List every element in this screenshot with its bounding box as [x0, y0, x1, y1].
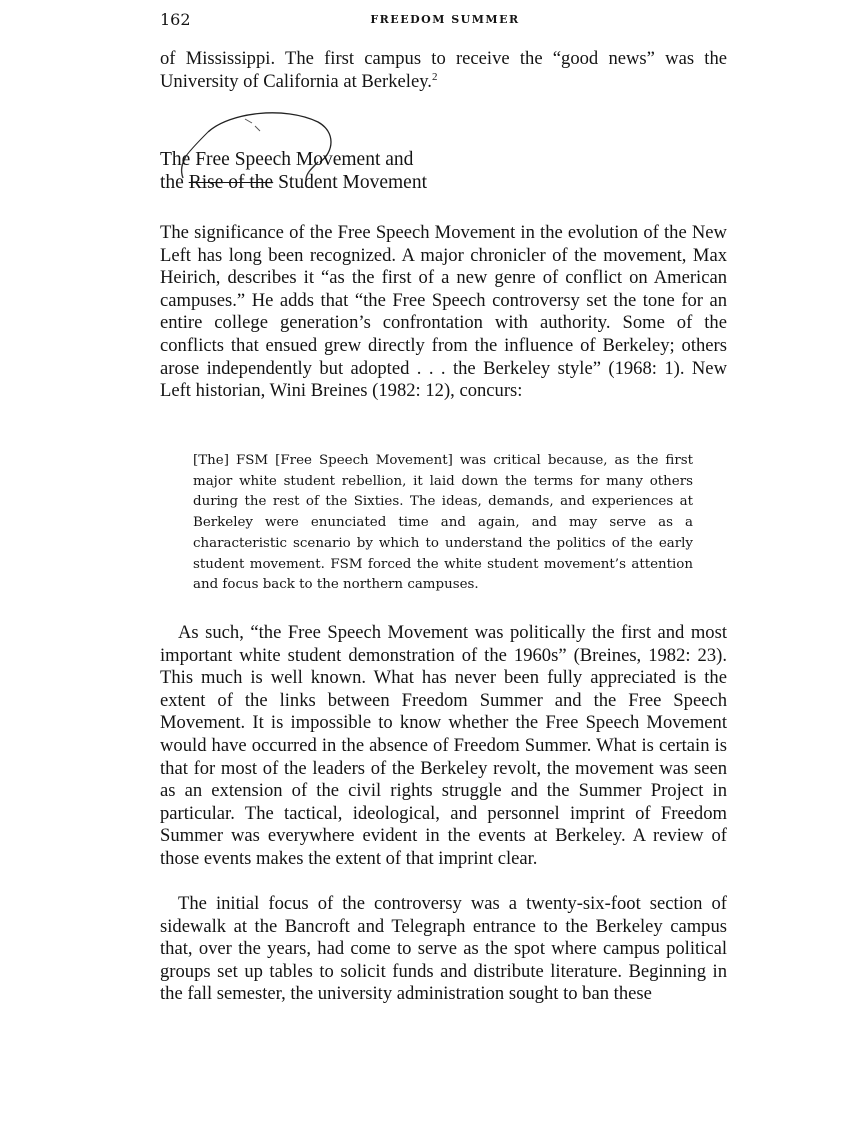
- paragraph-initial-focus: The initial focus of the controversy was a twenty-six-foot section of sidewalk at the Bancroft and Telegraph entrance to the Berkeley campus that, over the years, had come to serve as the spot where campus political groups set up tables to solicit funds and distribute literature. Beginning in the fall semester, the university administration sought to ban these: [160, 893, 727, 1005]
- page-header: [160, 10, 730, 34]
- paragraph-opening: [160, 48, 727, 93]
- footnote-marker: 2: [431, 70, 438, 83]
- running-head: FREEDOM SUMMER: [370, 13, 520, 26]
- page-number: 162: [160, 10, 191, 29]
- paragraph-as-such: As such, “the Free Speech Movement was politically the first and most important white student demonstration of the 1960s” (Breines, 1982: 23). This much is well known. What has never been fully appreciated is the extent of the links between Freedom Summer and the Free Speech Movement. It is impossible to know whether the Free Speech Movement would have occurred in the absence of Freedom Summer. What is certain is that for most of the leaders of the Berkeley revolt, the movement was seen as an extension of the civil rights struggle and the Summer Project in particular. The tactical, ideological, and personnel imprint of Freedom Summer was everywhere evident in the events at Berkeley. A review of those events makes the extent of that imprint clear.: [160, 622, 727, 869]
- struck-through-text: Rise of the: [188, 172, 274, 193]
- block-quote: [The] FSM [Free Speech Movement] was critical because, as the first major white student rebellion, it laid down the terms for many others during the rest of the Sixties. The ideas, demands, and experiences at Berkeley were enunciated time and again, and may serve as a characteristic scenario by which to understand the politics of the early student movement. FSM forced the white student movement’s attention and focus back to the northern campuses.: [193, 453, 693, 593]
- paragraph-opening-text: of Mississippi. The first campus to receive the “good news” was the University of California at Berkeley.: [160, 48, 727, 92]
- section-heading: [160, 148, 560, 194]
- section-heading-line-2-suffix: Student Movement: [273, 172, 428, 193]
- paragraph-significance: The significance of the Free Speech Movement in the evolution of the New Left has long been recognized. A major chronicler of the movement, Max Heirich, describes it “as the first of a new genre of conflict on American campuses.” He adds that “the Free Speech controversy set the tone for an entire college generation’s confrontation with authority. Some of the conflicts that ensued grew directly from the influence of Berkeley; others arose independently but adopted . . . the Berkeley style” (1968: 1). New Left historian, Wini Breines (1982: 12), concurs:: [160, 222, 727, 402]
- section-heading-line-1: The Free Speech Movement and: [160, 149, 414, 170]
- section-heading-line-2-prefix: the: [160, 172, 189, 193]
